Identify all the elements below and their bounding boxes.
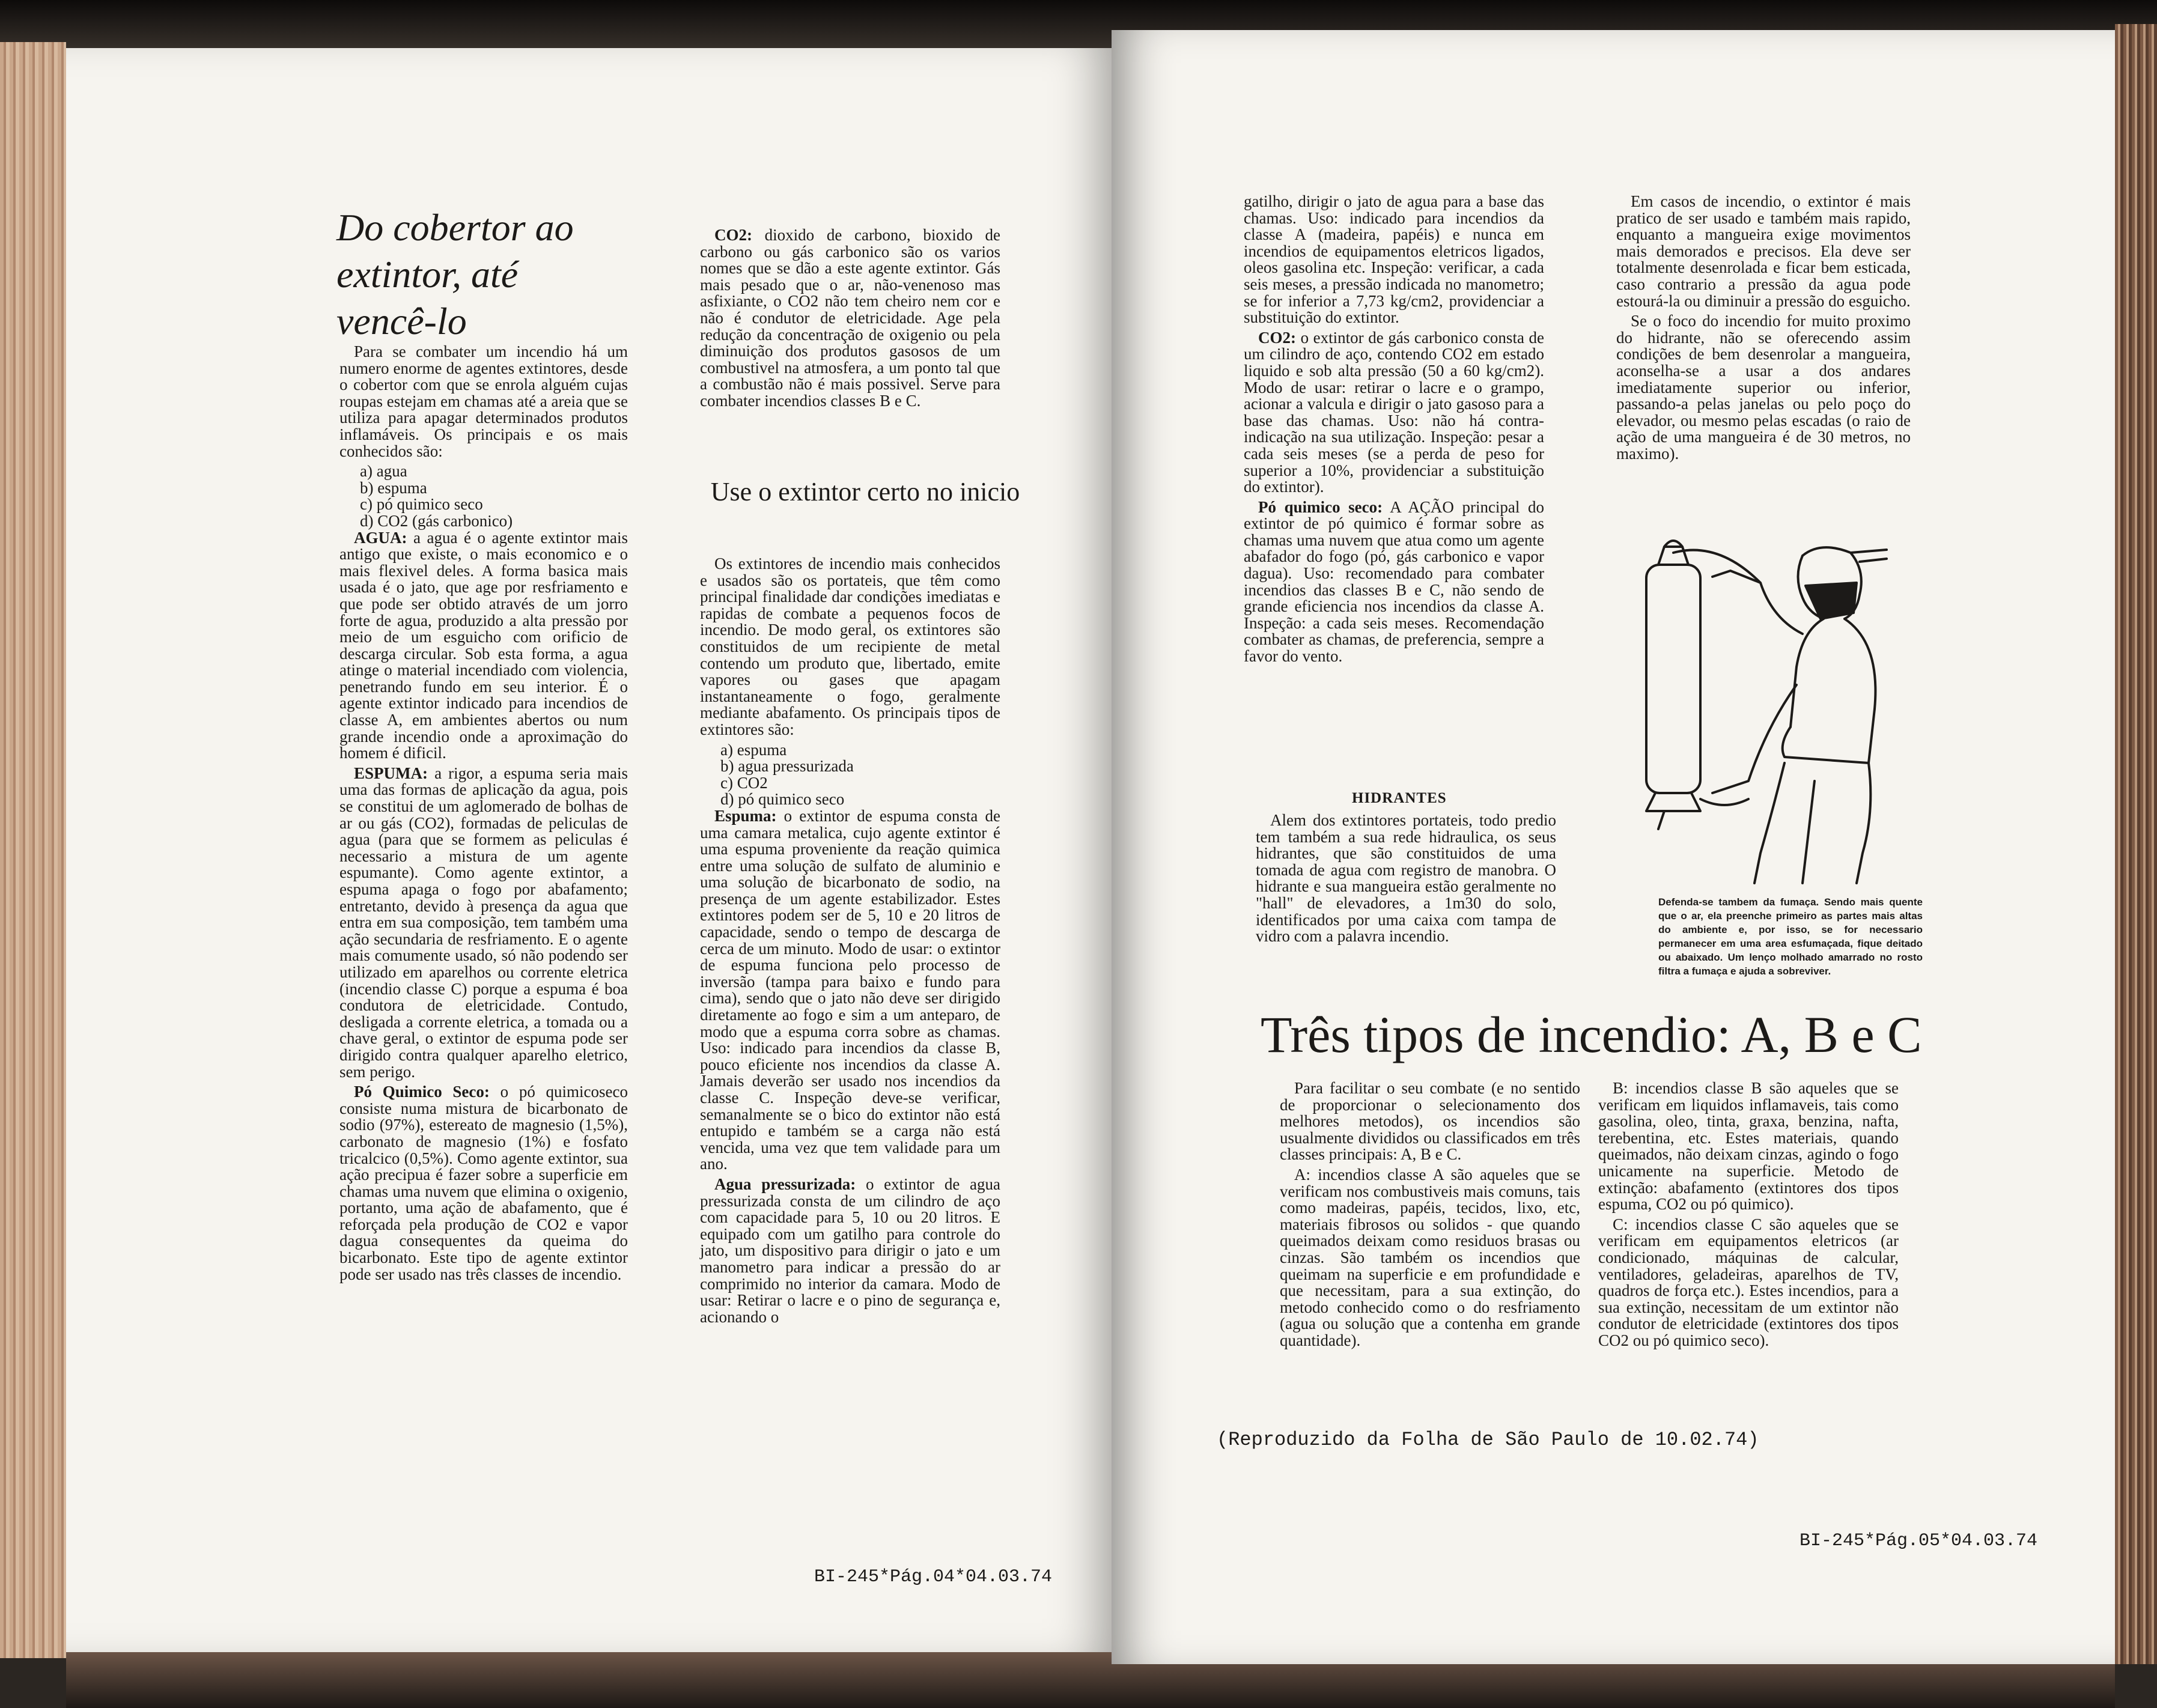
paragraph-lead: AGUA: bbox=[354, 528, 407, 547]
paragraph-text: b) agua pressurizada bbox=[720, 757, 854, 776]
paragraph bbox=[1244, 193, 1544, 326]
source-credit: (Reproduzido da Folha de São Paulo de 10.02.74) bbox=[1217, 1429, 1759, 1451]
paragraph-text: C: incendios classe C são aqueles que se verificam em equipamentos eletricos (ar condicionado, máquinas de calcular, ventiladores, geladeiras, aparelhos de TV, quadros de força etc.). Estes incendios, para a sua extinção, necessitam de um extintor não condutor de eletricidade (extintores dos tipos CO2 ou pó quimico seco). bbox=[1598, 1215, 1899, 1349]
paragraph bbox=[1598, 1217, 1899, 1349]
article-title: Do cobertor ao extintor, até vencê-lo bbox=[336, 206, 574, 342]
paragraph-text: a agua é o agente extintor mais antigo que existe, o mais economico e o mais flexivel deles. A forma basica mais usada é o jato, que age por resfriamento e que pode ser obtido através de um jorro forte de agua, produzido a alta pressão por meio de um esguicho com orificio de descarga circular. Sob esta forma, a agua atinge o material incendiado com violencia, penetrando fundo em seu interior. É o agente extintor indicado para incendios de classe A, em ambientes abertos ou num grande incendio onde a aproximação do homem é dificil. bbox=[339, 528, 628, 762]
right-column-1b bbox=[1256, 812, 1556, 949]
paragraph-text: o extintor de espuma consta de uma camara metalica, cujo agente extintor é uma espuma proveniente da reação quimica entre uma solução de sulfato de aluminio e uma solução de bicarbonato de sodio, na presença de um agente estabilizador. Estes extintores podem ser de 5, 10 e 20 litros de capacidade, sendo o tempo de descarga de cerca de um minuto. Modo de usar: o extintor de espuma funciona pelo processo de inversão (tampa para baixo e fundo para cima), sendo que o jato não deve ser dirigido diretamente ao fogo e sim a um anteparo, de modo que a espuma corra sobre as chamas. Uso: indicado para incendios da classe B, pouco eficiente nos incendios da classe A. Jamais deverão ser usado nos incendios da classe C. Inspeção deve-se verificar, semanalmente se o bico do extintor não está entupido e também se a carga não está vencida, uma vez que tem validade para um ano. bbox=[700, 806, 1000, 1173]
paragraph-text: a) agua bbox=[360, 462, 407, 481]
paragraph bbox=[1616, 313, 1911, 462]
list-item bbox=[700, 775, 1000, 792]
paragraph-text: gatilho, dirigir o jato de agua para a base das chamas. Uso: indicado para incendios da classe A (madeira, papéis) e nunca em incendios de equipamentos eletricos ligados, oleos gasolina etc. Inspeção: verificar, a cada seis meses, a pressão indicada no manometro; se for inferior a 7,73 kg/cm2, providenciar a substituição do extintor. bbox=[1244, 192, 1544, 327]
right-column-1 bbox=[1244, 193, 1544, 669]
left-page-footer: BI-245*Pág.04*04.03.74 bbox=[814, 1567, 1053, 1587]
paragraph-text: a rigor, a espuma seria mais uma das formas de aplicação da agua, pois se constitui de um aglomerado de bolhas de ar ou gás (CO2), formadas de peliculas de agua (para que se formem as peliculas é necessario a mistura de um agente espumante). Como agente extintor, a espuma apaga o fogo por abafamento; entretanto, devido à presença da agua que entra em sua composição, tem também uma ação secundaria de resfriamento. E o agente mais comumente usado, só não podendo ser utilizado em aparelhos ou corrente eletrica (incendio classe C) porque a espuma é boa condutora de eletricidade. Contudo, desligada a corrente eletrica, a tomada ou a chave geral, o extintor de espuma pode ser dirigido contra qualquer aparelho eletrico, sem perigo. bbox=[339, 764, 628, 1081]
paragraph-lead: ESPUMA: bbox=[354, 764, 428, 782]
paragraph-text: dioxido de carbono, bioxido de carbono ou gás carbonico são os varios nomes que se dão a este agente extintor. Gás mais pesado que o ar, não-venenoso mas asfixiante, o CO2 não tem cheiro nem cor e não é condutor de eletricidade. Age pela redução da concentração de oxigenio ou pela diminuição dos produtos gasosos de um combustivel na atmosfera, a um ponto tal que a combustão não é mais possivel. Serve para combater incendios classes B e C. bbox=[700, 226, 1000, 410]
left-column-2a bbox=[700, 227, 1000, 413]
paragraph-text: d) pó quimico seco bbox=[720, 790, 845, 809]
paragraph bbox=[700, 1176, 1000, 1325]
paragraph-lead: Espuma: bbox=[714, 806, 777, 825]
paragraph-text: c) CO2 bbox=[720, 773, 768, 792]
paragraph-lead: Agua pressurizada: bbox=[714, 1175, 856, 1193]
paragraph-text: b) espuma bbox=[360, 478, 427, 497]
paragraph bbox=[1280, 1167, 1580, 1349]
paragraph bbox=[339, 1084, 628, 1283]
paragraph-text: B: incendios classe B são aqueles que se verificam em liquidos inflamaveis, tais como gasolina, oleo, tinta, graxa, benzina, nafta, terebentina, etc. Estes materiais, quando queimados, não deixam cinzas, agindo o fogo unicamente na superficie. Metodo de extinção: abafamento (extintores dos tipos espuma, CO2 ou pó quimico). bbox=[1598, 1079, 1899, 1214]
paragraph-lead: CO2: bbox=[714, 226, 752, 244]
hidrantes-heading: HIDRANTES bbox=[1352, 790, 1447, 806]
paragraph-lead: Pó Quimico Seco: bbox=[354, 1083, 490, 1101]
paragraph-text: Em casos de incendio, o extintor é mais pratico de ser usado e também mais rapido, enquanto a mangueira exige movimentos mais demorados e precisos. Ela deve ser totalmente desenrolada e ficar bem esticada, caso contrario a pressão da agua pode estourá-la ou diminuir a pressão do esguicho. bbox=[1616, 192, 1911, 310]
paragraph bbox=[1280, 1080, 1580, 1163]
paragraph bbox=[700, 556, 1000, 738]
paragraph-text: Alem dos extintores portateis, todo predio tem também a sua rede hidraulica, os seus hidrantes, que são constituidos de uma tomada de agua com registro de manobra. O hidrante e sua mangueira estão geralmente no "hall" de elevadores, a 1m30 do solo, identificados por uma caixa com tampa de vidro com a palavra incendio. bbox=[1256, 811, 1556, 946]
left-page-edges bbox=[0, 42, 66, 1658]
right-page-edges bbox=[2115, 24, 2157, 1664]
paragraph-text: a) espuma bbox=[720, 740, 787, 759]
list-item bbox=[339, 496, 628, 513]
paragraph-text: Para se combater um incendio há um numero enorme de agentes extintores, desde o cobertor com que se enrola alguém cujas roupas estejam em chamas até a areia que se utiliza para apagar determinados produtos inflamáveis. Os principais e os mais conhecidos são: bbox=[339, 342, 628, 460]
paragraph bbox=[1244, 330, 1544, 496]
right-column-2 bbox=[1616, 193, 1911, 466]
paragraph-text: o pó quimicoseco consiste numa mistura de bicarbonato de sodio (97%), estereato de magnesio (1,5%), carbonato de magnesio (1%) e fosfato tricalcico (0,5%). Como agente extintor, sua ação precipua é fazer sobre a superficie em chamas uma nuvem que elimina o oxigenio, portanto, uma ação de abafamento, que é reforçada pela produção de CO2 e vapor dagua consequentes da queima do bicarbonato. Este tipo de agente extintor pode ser usado nas três classes de incendio. bbox=[339, 1083, 628, 1283]
paragraph bbox=[1256, 812, 1556, 945]
paragraph-text: Os extintores de incendio mais conhecidos e usados são os portateis, que têm como principal finalidade dar condições imediatas e rapidas de combate a pequenos focos de incendio. De modo geral, os extintores são constituidos de um recipiente de metal contendo um produto que, libertado, emite vapores ou gases que apagam instantaneamente o fogo, geralmente mediante abafamento. Os principais tipos de extintores são: bbox=[700, 555, 1000, 738]
left-column-1 bbox=[339, 344, 628, 1286]
list-item bbox=[700, 758, 1000, 775]
paragraph bbox=[339, 765, 628, 1080]
list-item bbox=[339, 463, 628, 480]
paragraph-text: Se o foco do incendio for muito proximo do hidrante, não se oferecendo assim condições de bem desenrolar a mangueira, aconselha-se a usar a dos andares imediatamente superior ou inferior, passando-a pelas janelas ou pelo poço do elevador, ou mesmo pelas escadas (o raio de ação de uma mangueira é de 30 metros, no maximo). bbox=[1616, 312, 1911, 463]
list-item bbox=[700, 791, 1000, 808]
right-column-3 bbox=[1280, 1080, 1580, 1353]
paragraph bbox=[1244, 499, 1544, 665]
paragraph bbox=[1598, 1080, 1899, 1213]
right-column-4 bbox=[1598, 1080, 1899, 1353]
paragraph-text: Para facilitar o seu combate (e no sentido de proporcionar o selecionamento dos melhores metodos), os incendios são usualmente divididos ou classificados em três classes principais: A, B e C. bbox=[1280, 1079, 1580, 1164]
paragraph bbox=[339, 344, 628, 460]
section-subtitle: Use o extintor certo no inicio bbox=[710, 477, 1020, 506]
paragraph-text: A: incendios classe A são aqueles que se verificam nos combustiveis mais comuns, tais como madeiras, papéis, tecidos, lixo, etc, materiais fibrosos ou solidos - que quando queimados deixam como residuos brasas ou cinzas. São também os incendios que queimam na superficie e em profundidade e que necessitam, para a sua extinção, do metodo conhecido como o do resfriamento (agua ou solução que a contenha em grande quantidade). bbox=[1280, 1165, 1580, 1349]
list-item bbox=[339, 513, 628, 530]
paragraph bbox=[1616, 193, 1911, 309]
paragraph bbox=[700, 227, 1000, 410]
paragraph bbox=[700, 808, 1000, 1173]
list-item bbox=[339, 480, 628, 497]
paragraph bbox=[339, 530, 628, 762]
paragraph-text: c) pó quimico seco bbox=[360, 495, 483, 514]
paragraph-text: A AÇÃO principal do extintor de pó quimico é formar sobre as chamas uma nuvem que atua como um agente abafador do fogo (pó, gás carbonico e vapor dagua). Uso: recomendado para combater incendios das classes B e C, não sendo de grande eficiencia nos incendios da classe A. Inspeção: a cada seis meses. Recomendação combater as chamas, de preferencia, sempre a favor do vento. bbox=[1244, 497, 1544, 666]
paragraph-text: o extintor de agua pressurizada consta de um cilindro de aço com capacidade para 5, 10 ou 20 litros. E equipado com um gatilho para controle do jato, um dispositivo para dirigir o jato e um manometro para indicar a pressão do ar comprimido no interior da camara. Modo de usar: Retirar o lacre e o pino de segurança e, acionando o bbox=[700, 1175, 1000, 1326]
paragraph-lead: Pó quimico seco: bbox=[1258, 497, 1383, 516]
right-page-footer: BI-245*Pág.05*04.03.74 bbox=[1800, 1531, 2038, 1551]
paragraph-text: d) CO2 (gás carbonico) bbox=[360, 511, 513, 530]
left-column-2b bbox=[700, 556, 1000, 1329]
list-item bbox=[700, 742, 1000, 759]
illustration-caption: Defenda-se tambem da fumaça. Sendo mais quente que o ar, ela preenche primeiro as partes mais altas do ambiente e, por isso, se for necessario permanecer em uma area esfumaçada, fique deitado ou abaixado. Um lenço molhado amarrado no rosto filtra a fumaça e ajuda a sobreviver. bbox=[1658, 896, 1923, 977]
paragraph-lead: CO2: bbox=[1258, 328, 1296, 347]
firefighter-illustration bbox=[1622, 529, 1899, 889]
paragraph-text: o extintor de gás carbonico consta de um cilindro de aço, contendo CO2 em estado liquido e sob alta pressão (50 a 60 kg/cm2). Modo de usar: retirar o lacre e o grampo, acionar a valcula e dirigir o jato gasoso para a base das chamas. Uso: não há contra-indicação na sua utilização. Inspeção: pesar a cada seis meses (se a perda de peso for superior a 10%, providenciar a substituição do extintor). bbox=[1244, 328, 1544, 496]
section-title-tres-tipos: Três tipos de incendio: A, B e C bbox=[1261, 1006, 1922, 1063]
